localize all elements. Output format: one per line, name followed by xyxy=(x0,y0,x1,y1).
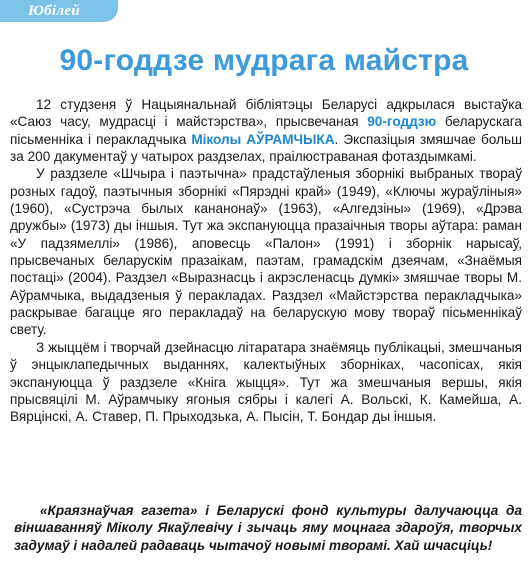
paragraph-sections: У раздзеле «Шчыра і паэтычна» прадстаўленыя зборнікі выбраных твораў розных гадоў, паэтычныя зборнікі «Пярэдні край» (1949), «Ключы жураўліныя» (1960), «Сустрэча былых кананонаў» (1963), «Алгедзіны» (1969), «Дрэва дружбы» (1973) ды іншыя. Тут жа экспануюцца празаічныя творы аўтара: раман «У падзямеллі» (1986), аповесць «Палон» (1991) і зборнік нарысаў, прысвечаных беларускім празаікам, паэтам, грамадскім дзеячам, «Знаёмыя постаці» (2004). Раздзел «Выразнасць і акрэсленасць думкі» змяшчае творы М. Аўрамчыка, выдадзеныя ў перакладах. Раздзел «Майстэрства перакладчыка» раскрывае багацце яго перакладаў на беларускую мову твораў пісьменнікаў свету. xyxy=(10,166,522,338)
section-tab xyxy=(0,0,118,22)
paragraph-life: З жыццём і творчай дзейнасцю літаратара знаёмяць публікацыі, змешчаныя ў энцыклапедычных выданнях, калектыўных зборніках, часопісах, якія экспануюцца ў раздзеле «Кніга жыцця». Тут жа змешчаныя вершы, якія прысвяцілі М. Аўрамчыку ягоныя сябры і калегі А. Вольскі, К. Камейша, А. Вярцінскі, А. Ставер, П. Прыходзька, А. Пысін, Т. Бондар ды іншыя. xyxy=(10,339,522,425)
paragraph-intro: 12 студзеня ў Нацыянальнай бібліятэцы Беларусі адкрылася выстаўка «Саюз часу, мудрасці і майстэрства», прысвечаная 90-годдзю беларускага пісьменніка і перакладчыка Міколы АЎРАМЧЫКА. Экспазіцыя змяшчае больш за 200 дакументаў у чатырох раздзелах, праілюстраваная фотаздымкамі. xyxy=(10,97,522,165)
article-headline: 90-годдзе мудрага майстра xyxy=(59,44,469,77)
section-label: Юбілей xyxy=(28,3,80,19)
closing-congratulation: «Краязнаўчая газета» і Беларускі фонд культуры далучаюцца да віншаванняў Міколу Якаўлевічу і зычаць яму моцнага здароўя, творчых задумаў і надалей радаваць чытачоў новымі творамі. Хай шчасціць! xyxy=(14,503,522,553)
anniversary-highlight: 90-годдзю xyxy=(367,114,437,130)
article-body xyxy=(10,96,522,426)
author-name-highlight: Міколы АЎРАМЧЫКА xyxy=(191,131,335,147)
